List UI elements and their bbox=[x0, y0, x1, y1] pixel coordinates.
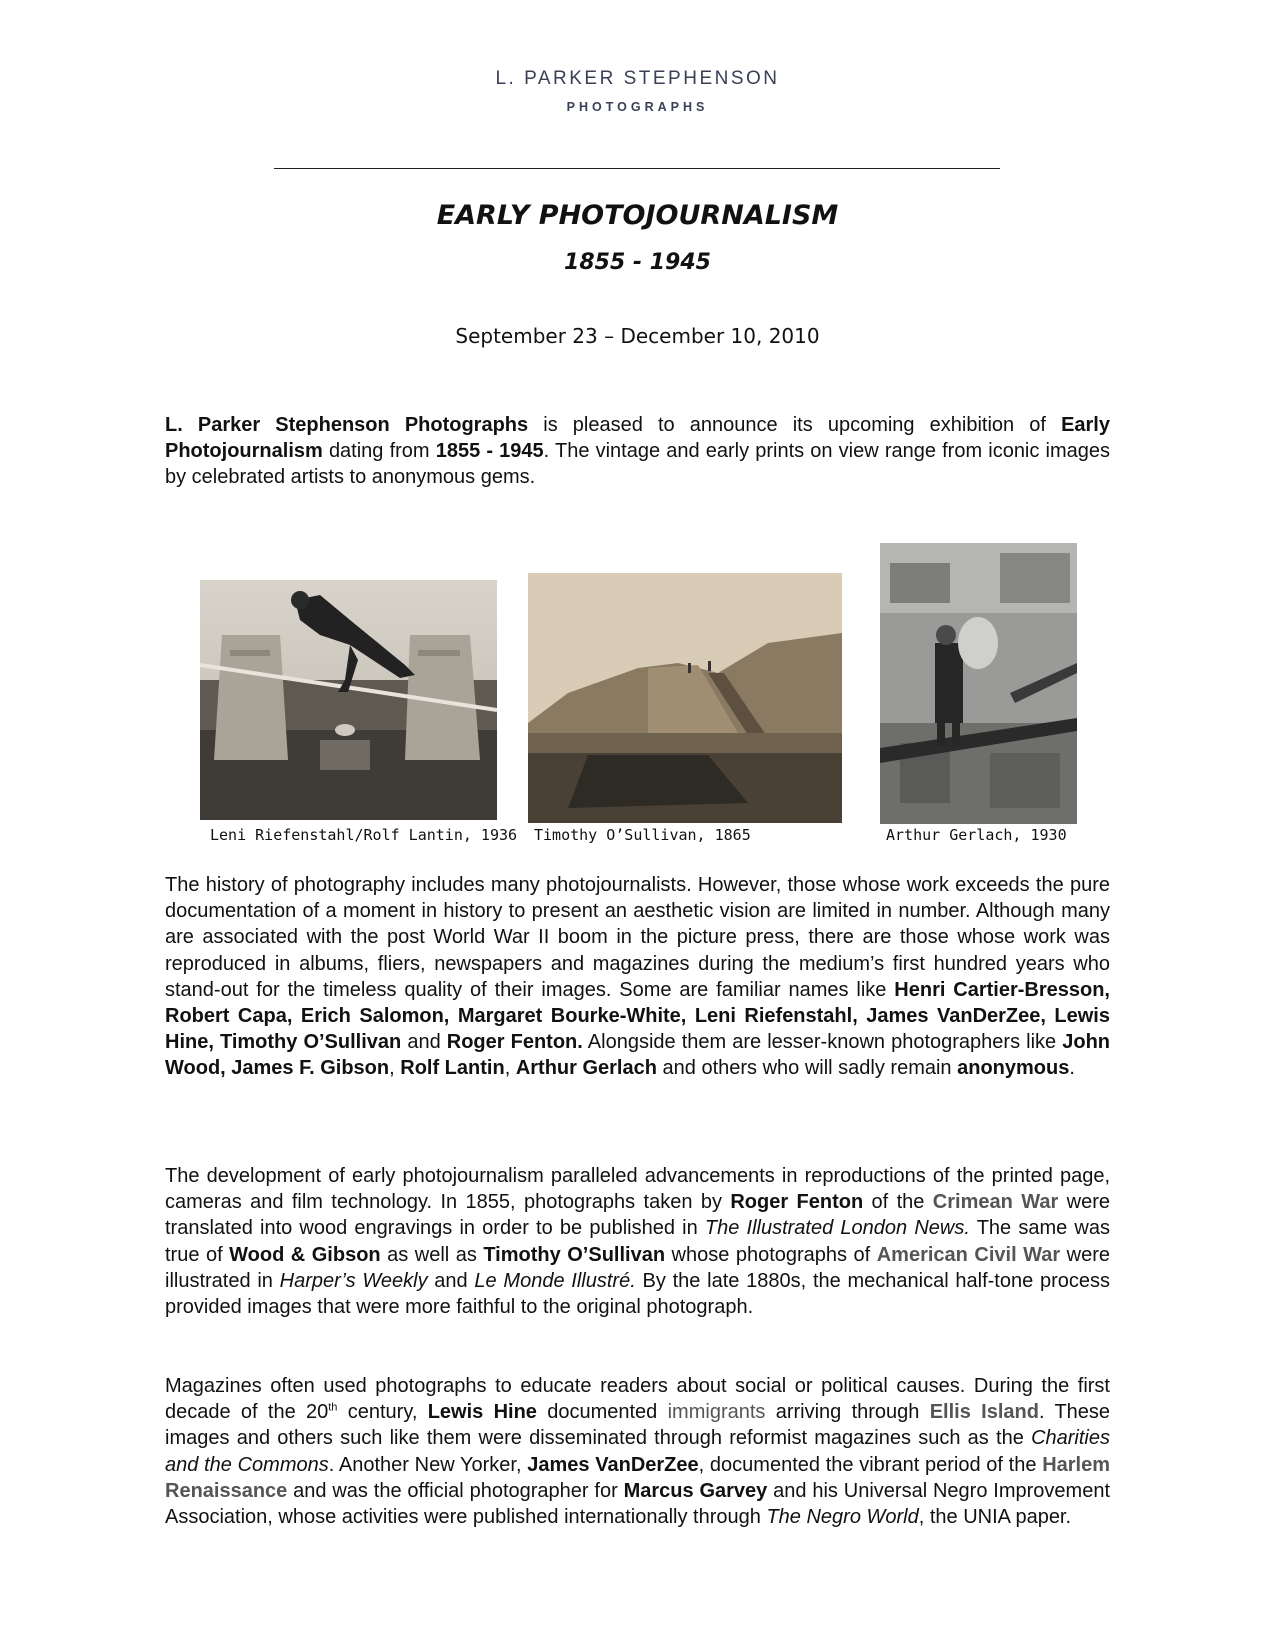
exhibition-title: EARLY PHOTOJOURNALISM bbox=[436, 200, 839, 231]
development-paragraph: The development of early photojournalism paralleled advancements in reproductions of the printed page, cameras and film technology. In 1855, photographs taken by Roger Fenton of the Crimean War were translated into wood engravings in order to be published in The Illustrated London News. The same was true of Wood & Gibson as well as Timothy O’Sullivan whose photographs of American Civil War were illustrated in Harper’s Weekly and Le Monde Illustré. By the late 1880s, the mechanical half-tone process provided images that were more faithful to the original photograph. bbox=[165, 1165, 1111, 1319]
photo-fortification bbox=[528, 573, 842, 823]
photo-caption: Arthur Gerlach, 1930 bbox=[886, 826, 1067, 844]
link-harlem-renaissance: Harlem Renaissance bbox=[165, 1453, 1110, 1502]
intro-paragraph: L. Parker Stephenson Photographs is pleased to announce its upcoming exhibition of Early Photojournalism dating from 1855 - 1945. The vintage and early prints on view range from iconic images by celebrated artists to anonymous gems. bbox=[165, 414, 1110, 489]
history-paragraph: The history of photography includes many photojournalists. However, those whose work exceeds the pure documentation of a moment in history to present an aesthetic vision are limited in number. Although many are associated with the post World War II boom in the picture press, there are those whose work was reproduced in albums, fliers, newspapers and magazines during the medium’s first hundred years who stand-out for the timeless quality of their images. Some are familiar names like Henri Cartier-Bresson, Robert Capa, Erich Salomon, Margaret Bourke-White, Leni Riefenstahl, James VanDerZee, Lewis Hine, Timothy O’Sullivan and Roger Fenton. Alongside them are lesser-known photographers like John Wood, James F. Gibson, Rolf Lantin, Arthur Gerlach and others who will sadly remain anonymous. bbox=[165, 874, 1111, 1080]
photo-high-jumper bbox=[200, 580, 497, 820]
brand-subtitle: PHOTOGRAPHS bbox=[566, 100, 709, 114]
brand-name: L. PARKER STEPHENSON bbox=[495, 68, 780, 89]
exhibition-years: 1855 - 1945 bbox=[564, 250, 711, 275]
photo-steel-worker bbox=[880, 543, 1077, 824]
photo-caption: Leni Riefenstahl/Rolf Lantin, 1936 bbox=[210, 826, 518, 844]
link-ellis-island: Ellis Island bbox=[929, 1401, 1039, 1424]
photo-caption: Timothy O’Sullivan, 1865 bbox=[534, 826, 751, 844]
magazines-paragraph: Magazines often used photographs to educate readers about social or political causes. During the first decade of the 20th century, Lewis Hine documented immigrants arriving through Ellis Island. These images and others such like them were disseminated through reformist magazines such as the Charities and the Commons. Another New Yorker, James VanDerZee, documented the vibrant period of the Harlem Renaissance and was the official photographer for Marcus Garvey and his Universal Negro Improvement Association, whose activities were published internationally through The Negro World, the UNIA paper. bbox=[165, 1375, 1111, 1529]
link-immigrants: immigrants bbox=[667, 1401, 766, 1424]
link-crimean-war: Crimean War bbox=[932, 1191, 1059, 1214]
header-divider bbox=[274, 168, 1000, 169]
link-american-civil-war: American Civil War bbox=[876, 1243, 1061, 1266]
exhibition-dates: September 23 – December 10, 2010 bbox=[455, 324, 820, 348]
